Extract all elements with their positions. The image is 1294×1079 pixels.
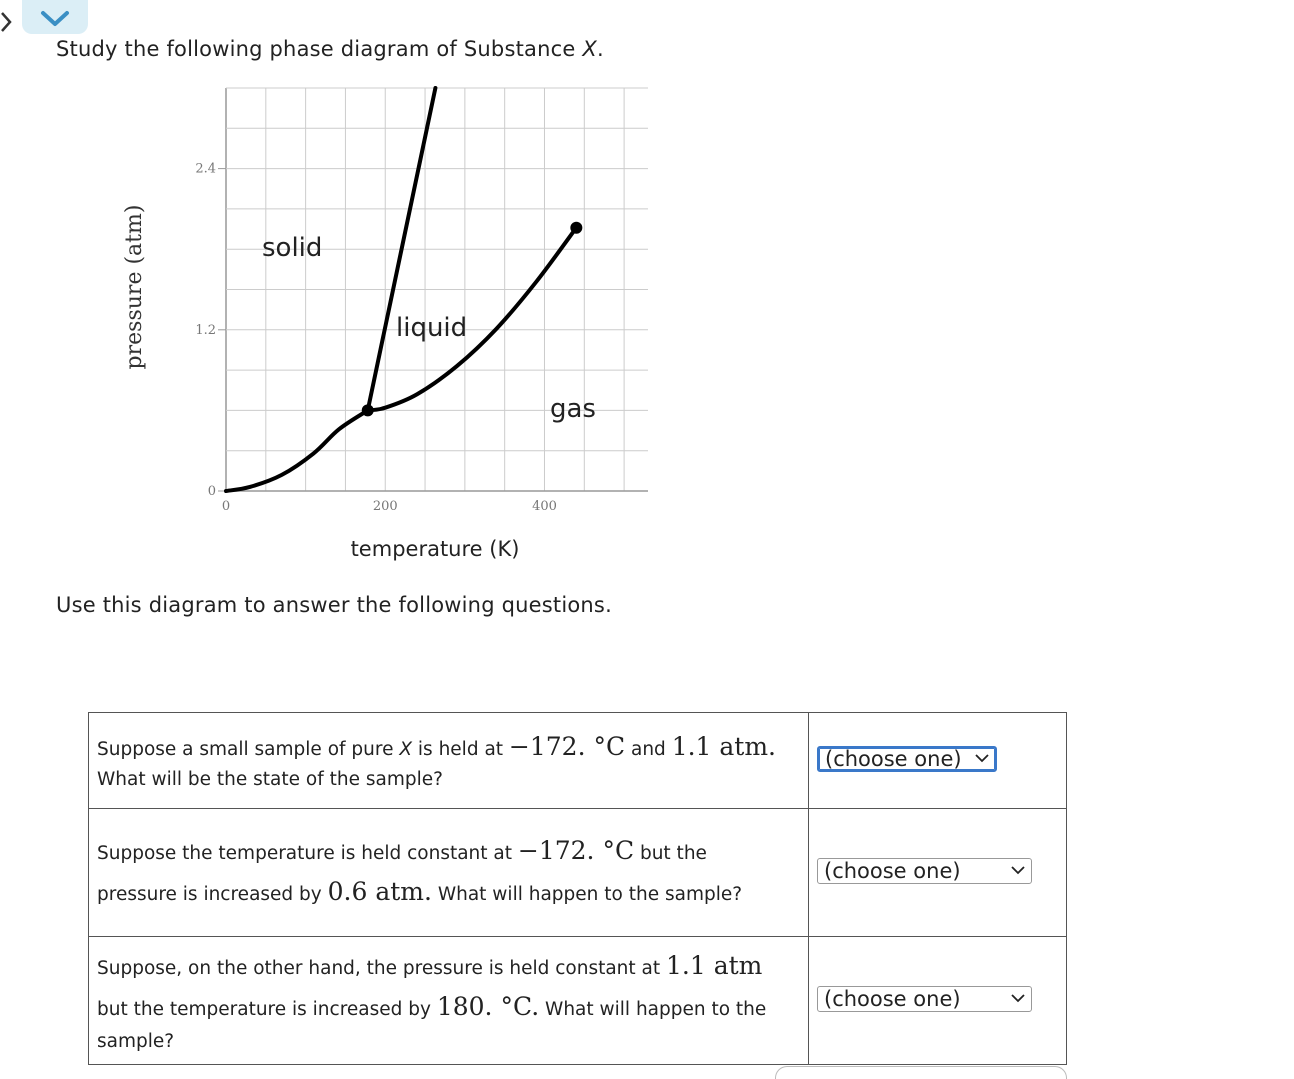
region-label-liquid: liquid — [396, 313, 468, 343]
x-axis-title: temperature (K) — [350, 537, 520, 561]
chevron-down-icon — [1011, 866, 1025, 875]
chart-grid — [226, 88, 648, 491]
x-tick-label: 200 — [372, 499, 398, 514]
chart-ticks — [195, 162, 557, 514]
x-tick-label: 400 — [532, 499, 557, 514]
intro-text: Study the following phase diagram of Substance X. — [56, 37, 604, 61]
partial-panel-edge — [775, 1066, 1067, 1079]
chevron-down-icon — [1011, 994, 1025, 1003]
question-row-2 — [89, 809, 1067, 937]
question-3-text: Suppose, on the other hand, the pressure is held constant at 1.1 atm but the temperature is increased by 180. °C. What will happen to the sample? — [89, 937, 809, 1065]
region-label-gas: gas — [550, 394, 596, 424]
triple-point — [362, 404, 374, 416]
y-tick-label: 1.2 — [195, 322, 216, 338]
question-1-text: Suppose a small sample of pure X is held at −172. °C and 1.1 atm. What will be the state of the sample? — [89, 713, 809, 809]
y-tick-label: 2.4 — [195, 161, 216, 177]
y-axis-title: pressure (atm) — [122, 204, 147, 370]
question-row-3 — [89, 937, 1067, 1065]
answer-select-2[interactable]: (choose one) — [817, 858, 1032, 884]
answer-select-1[interactable]: (choose one) — [817, 746, 997, 772]
question-row-1 — [89, 713, 1067, 809]
questions-table — [88, 712, 1067, 1065]
y-tick-label: 0 — [207, 484, 216, 499]
region-label-solid: solid — [262, 233, 323, 263]
x-tick-label: 0 — [221, 499, 231, 514]
chevron-down-icon — [975, 754, 989, 763]
instructions-text: Use this diagram to answer the following questions. — [56, 593, 612, 617]
question-2-text: Suppose the temperature is held constant at −172. °C but the pressure is increased by 0.6 atm. What will happen to the sample? — [89, 809, 809, 937]
critical-point — [570, 222, 582, 234]
answer-select-3[interactable]: (choose one) — [817, 986, 1032, 1012]
